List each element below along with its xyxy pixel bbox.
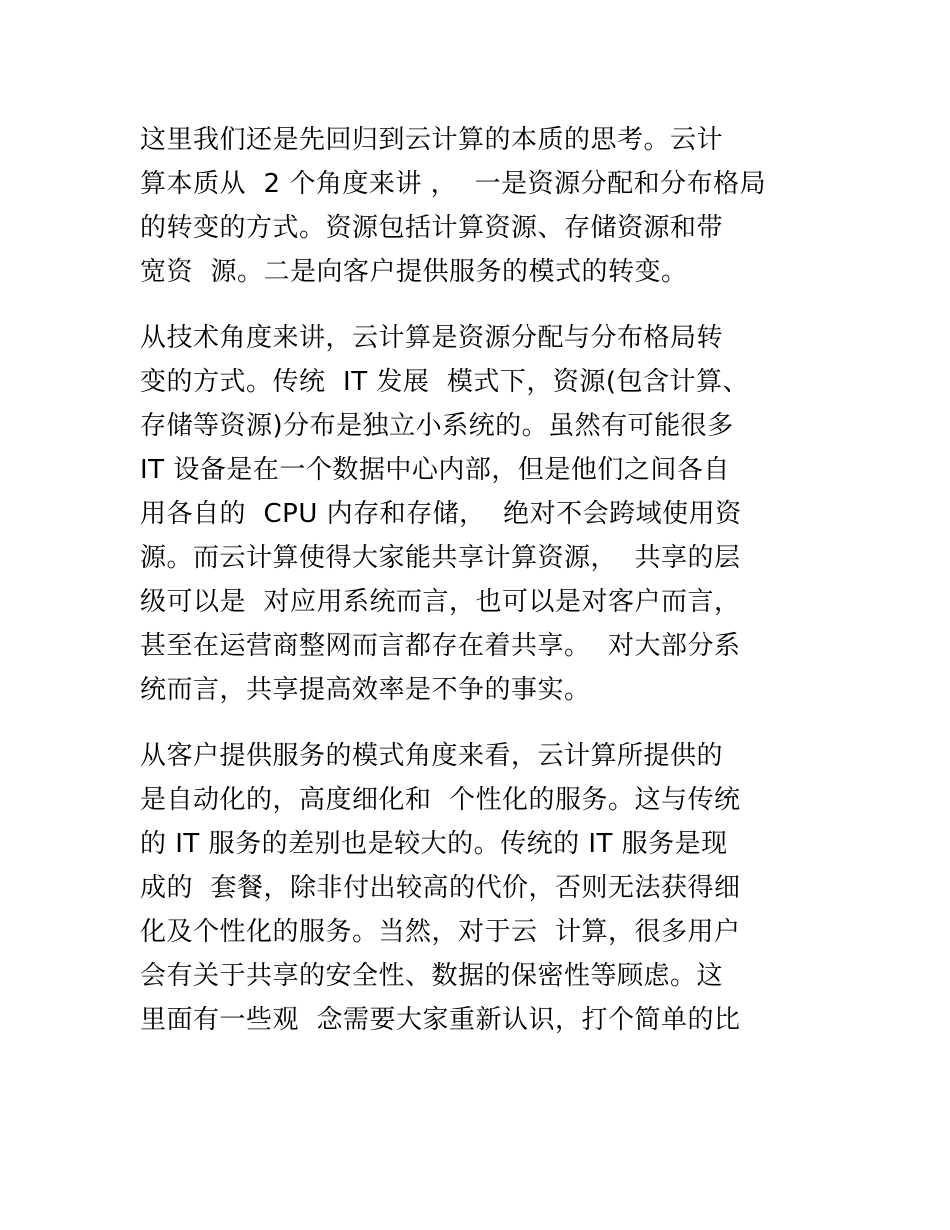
text-line: 从客户提供服务的模式角度来看，云计算所提供的 — [140, 741, 724, 771]
text-line: 统而言，共享提高效率是不争的事实。 — [140, 675, 591, 705]
document-body — [140, 118, 820, 1064]
text-line: IT 设备是在一个数据中心内部，但是他们之间各自 — [140, 455, 730, 485]
text-line: 级可以是 对应用系统而言，也可以是对客户而言， — [140, 587, 741, 617]
text-line: 宽资 源。二是向客户提供服务的模式的转变。 — [140, 257, 688, 287]
text-line: 的转变的方式。资源包括计算资源、存储资源和带 — [140, 213, 724, 243]
paragraph-2 — [140, 316, 820, 712]
text-line: 化及个性化的服务。当然，对于云 计算，很多用户 — [140, 917, 741, 947]
text-line: 用各自的 CPU 内存和存储， 绝对不会跨域使用资 — [140, 499, 742, 529]
paragraph-1 — [140, 118, 820, 294]
text-line: 成的 套餐，除非付出较高的代价，否则无法获得细 — [140, 873, 741, 903]
text-line: 是自动化的，高度细化和 个性化的服务。这与传统 — [140, 785, 741, 815]
text-line: 从技术角度来讲，云计算是资源分配与分布格局转 — [140, 323, 724, 353]
text-line: 会有关于共享的安全性、数据的保密性等顾虑。这 — [140, 961, 724, 991]
text-line: 的 IT 服务的差别也是较大的。传统的 IT 服务是现 — [140, 829, 728, 859]
text-line: 变的方式。传统 IT 发展 模式下，资源(包含计算、 — [140, 367, 750, 397]
text-line: 甚至在运营商整网而言都存在着共享。 对大部分系 — [140, 631, 741, 661]
text-line: 算本质从 2 个角度来讲 ， 一是资源分配和分布格局 — [140, 169, 767, 199]
text-line: 里面有一些观 念需要大家重新认识，打个简单的比 — [140, 1005, 741, 1035]
text-line: 存储等资源)分布是独立小系统的。虽然有可能很多 — [140, 411, 734, 441]
text-line: 这里我们还是先回归到云计算的本质的思考。云计 — [140, 125, 724, 155]
paragraph-3 — [140, 734, 820, 1042]
text-line: 源。而云计算使得大家能共享计算资源， 共享的层 — [140, 543, 741, 573]
